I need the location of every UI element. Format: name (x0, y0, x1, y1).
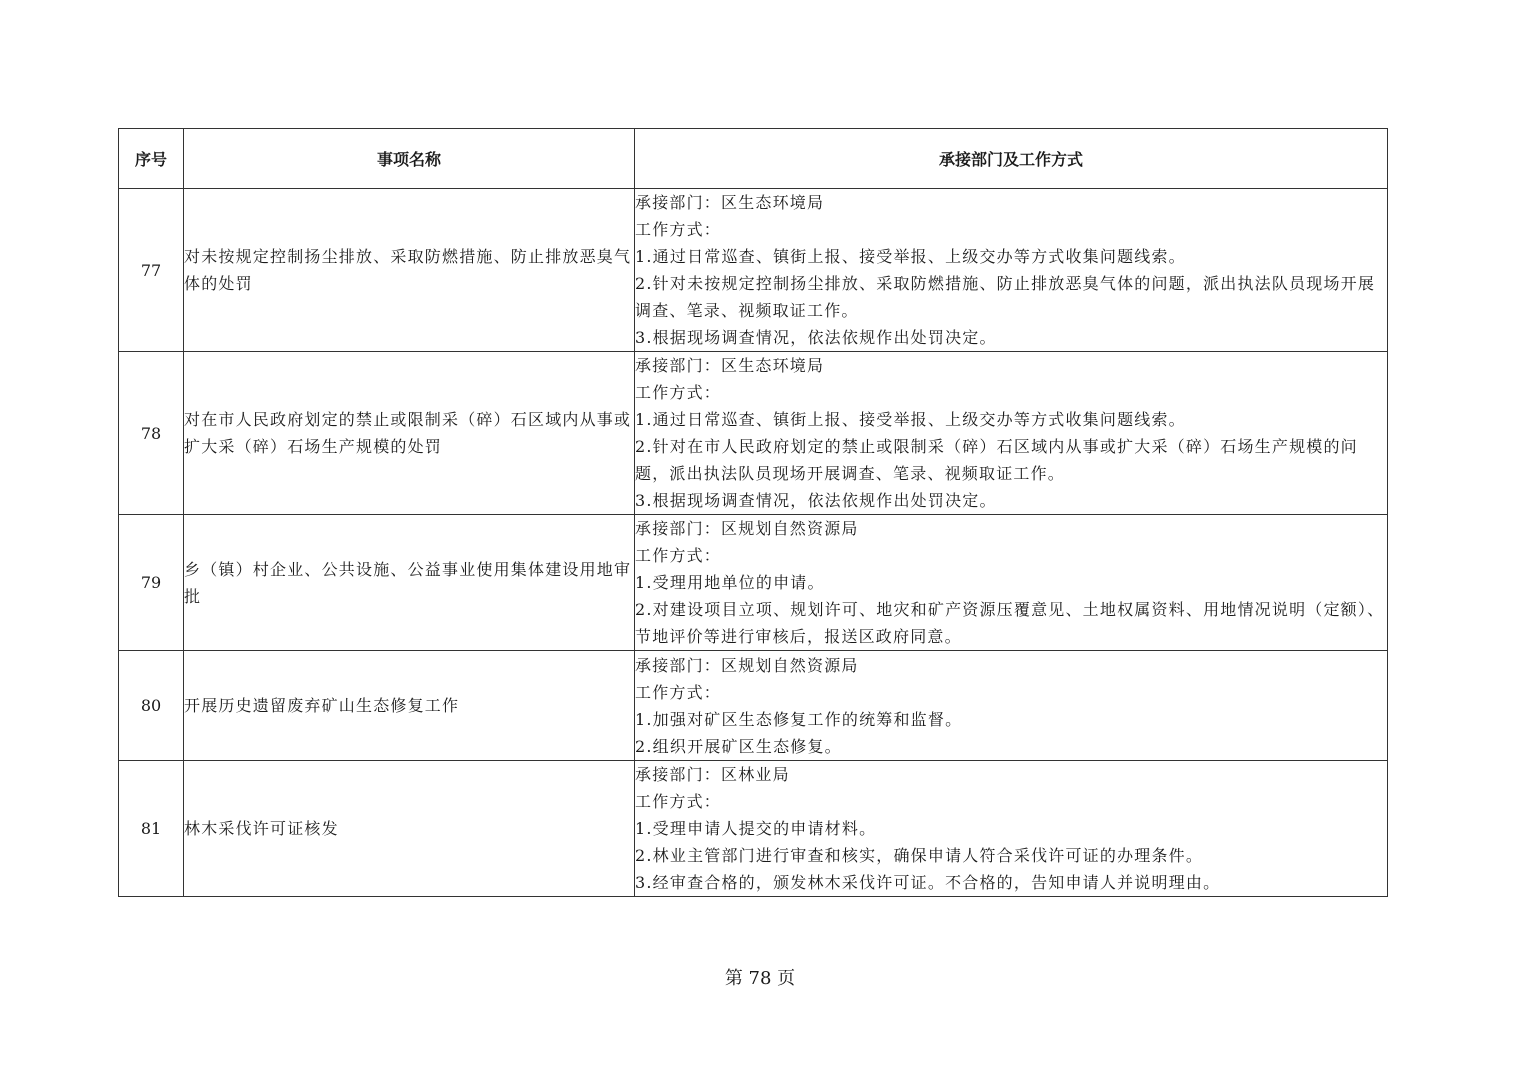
method-line: 3.经审查合格的，颁发林木采伐许可证。不合格的，告知申请人并说明理由。 (635, 873, 1221, 892)
method-line: 2.针对在市人民政府划定的禁止或限制采（碎）石区域内从事或扩大采（碎）石场生产规模的问题，派出执法队员现场开展调查、笔录、视频取证工作。 (635, 437, 1358, 483)
method-line: 3.根据现场调查情况，依法依规作出处罚决定。 (635, 328, 997, 347)
method-line: 2.组织开展矿区生态修复。 (635, 736, 842, 756)
row-item-name: 开展历史遗留废弃矿山生态修复工作 (184, 651, 635, 761)
method-line: 1.受理用地单位的申请。 (635, 573, 825, 592)
method-line: 工作方式： (635, 546, 722, 565)
row-item-name: 乡（镇）村企业、公共设施、公益事业使用集体建设用地审批 (184, 515, 635, 651)
page-number: 第 78 页 (724, 968, 796, 989)
table-row (119, 761, 1388, 897)
table-row (119, 189, 1388, 352)
method-line: 2.对建设项目立项、规划许可、地灾和矿产资源压覆意见、土地权属资料、用地情况说明（定额）、节地评价等进行审核后，报送区政府同意。 (635, 600, 1385, 646)
row-method (635, 352, 1388, 515)
method-line: 2.林业主管部门进行审查和核实，确保申请人符合采伐许可证的办理条件。 (635, 846, 1204, 865)
method-line: 1.受理申请人提交的申请材料。 (635, 819, 877, 838)
method-line: 承接部门：区生态环境局 (635, 356, 825, 375)
row-seq: 81 (119, 761, 184, 897)
method-line: 1.通过日常巡查、镇街上报、接受举报、上级交办等方式收集问题线索。 (635, 247, 1186, 266)
method-line: 工作方式： (635, 220, 722, 239)
row-method (635, 515, 1388, 651)
method-line: 承接部门：区规划自然资源局 (635, 655, 859, 675)
row-method (635, 189, 1388, 352)
method-line: 2.针对未按规定控制扬尘排放、采取防燃措施、防止排放恶臭气体的问题，派出执法队员现场开展调查、笔录、视频取证工作。 (635, 274, 1376, 320)
row-method (635, 651, 1388, 761)
row-seq: 79 (119, 515, 184, 651)
method-line: 3.根据现场调查情况，依法依规作出处罚决定。 (635, 491, 997, 510)
row-seq: 78 (119, 352, 184, 515)
row-item-name: 林木采伐许可证核发 (184, 761, 635, 897)
method-line: 工作方式： (635, 383, 722, 402)
row-seq: 77 (119, 189, 184, 352)
table-row (119, 352, 1388, 515)
header-row (119, 129, 1388, 189)
method-line: 承接部门：区生态环境局 (635, 193, 825, 212)
header-name: 事项名称 (184, 129, 635, 189)
items-table (118, 128, 1388, 897)
table-row (119, 515, 1388, 651)
method-line: 1.加强对矿区生态修复工作的统筹和监督。 (635, 709, 963, 729)
row-item-name: 对在市人民政府划定的禁止或限制采（碎）石区域内从事或扩大采（碎）石场生产规模的处罚 (184, 352, 635, 515)
method-line: 工作方式： (635, 682, 722, 702)
method-line: 工作方式： (635, 792, 722, 811)
table-row (119, 651, 1388, 761)
row-seq: 80 (119, 651, 184, 761)
row-method (635, 761, 1388, 897)
header-seq: 序号 (119, 129, 184, 189)
method-line: 承接部门：区规划自然资源局 (635, 519, 859, 538)
header-method: 承接部门及工作方式 (635, 129, 1388, 189)
method-line: 承接部门：区林业局 (635, 765, 790, 784)
method-line: 1.通过日常巡查、镇街上报、接受举报、上级交办等方式收集问题线索。 (635, 410, 1186, 429)
row-item-name: 对未按规定控制扬尘排放、采取防燃措施、防止排放恶臭气体的处罚 (184, 189, 635, 352)
